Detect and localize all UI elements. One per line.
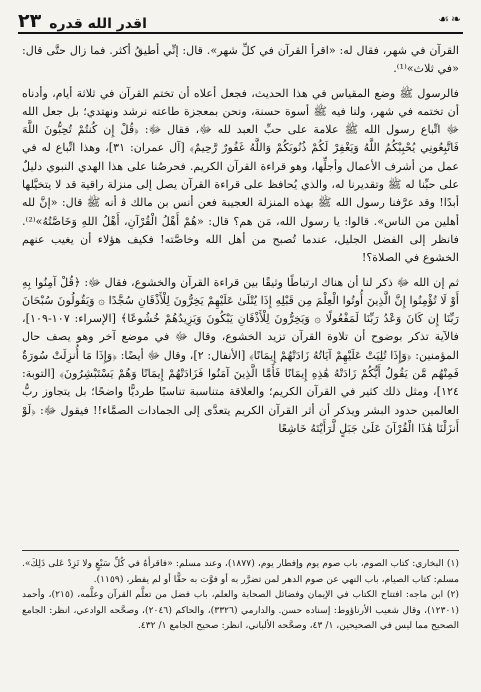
main-text bbox=[22, 42, 459, 520]
page-header bbox=[18, 6, 463, 36]
header-ornament: ☙❧ bbox=[438, 12, 463, 26]
running-title: اقدر الله قدره bbox=[49, 16, 147, 32]
footnote-2: (٢) ابن ماجه: افتتاح الكتاب في الإيمان وفضائل الصحابة والعلم، باب فضل من تعلَّم القرآن وعلَّمه، (٢١٥)، وأحمد (١٢٣٠١)، وقال شعيب الأرناؤوط: إسناده حسن. والدارمي (٣٣٢٦)، والحاكم (٢٠٤٦)، وصحَّحه الوادعي، انظر: الجامع الصحيح مما ليس في الصحيحين، ١/ ٤٣، وصحَّحه الألباني، انظر: صحيح الجامع ١/ ٤٣٢. bbox=[22, 589, 459, 631]
paragraph-3: ثم إن الله ﷻ ذكر لنا أن هناك ارتباطًا وثيقًا بين قراءة القرآن والخشوع، فقال ﷻ: ﴿قُلْ آمِنُوا بِهِ أَوْ لَا تُؤْمِنُوا إِنَّ الَّذِينَ أُوتُوا الْعِلْمَ مِن قَبْلِهِ إِذَا يُتْلَىٰ عَلَيْهِمْ يَخِرُّونَ لِلْأَذْقَانِ سُجَّدًا ۞ وَيَقُولُونَ سُبْحَانَ رَبِّنَا إِن كَانَ وَعْدُ رَبِّنَا لَمَفْعُولًا ۞ وَيَخِرُّونَ لِلْأَذْقَانِ يَبْكُونَ وَيَزِيدُهُمْ خُشُوعًا﴾ [الإسراء: ١٠٧-١٠٩]، فالآية تذكر بوضوح أن تلاوة القرآن تزيد الخشوع، وقال ﷻ في موضع آخر وهو يصف حال المؤمنين: ﴿وَإِذَا تُلِيَتْ عَلَيْهِمْ آيَاتُهُ زَادَتْهُمْ إِيمَانًا﴾ [الأنفال: ٢]، وقال ﷻ أيضًا: ﴿وَإِذَا مَا أُنزِلَتْ سُورَةٌ فَمِنْهُم مَّن يَقُولُ أَيُّكُمْ زَادَتْهُ هَٰذِهِ إِيمَانًا فَأَمَّا الَّذِينَ آمَنُوا فَزَادَتْهُمْ إِيمَانًا وَهُمْ يَسْتَبْشِرُونَ﴾ [التوبة: ١٢٤]، ومثل ذلك كثير في القرآن الكريم؛ والعلاقة متناسبة تناسبًا طرديًّا واضحًا؛ بل يتجاوز ربُّ العالمين حدود البشر ويذكر أن أثر القرآن الكريم يتعدَّى إلى الجمادات الصمَّاء!! فيقول ﷻ: ﴿لَوْ أَنزَلْنَا هَٰذَا الْقُرْآنَ عَلَىٰ جَبَلٍ لَّرَأَيْتَهُ خَاشِعًا bbox=[22, 275, 459, 435]
paragraph-2: فالرسول ﷺ وضع المقياس في هذا الحديث، فجعل أعلاه أن تختم القرآن في ثلاثة أيام، وأدناه أن تختمه في شهر، ولنا فيه ﷺ أسوة حسنة، ونحن بمعجزة طاعته نرشد ونهتدي؛ بل جعل الله ﷻ اتِّباع رسول الله ﷺ علامة على حبِّ العبد لله ﷻ، فقال ﷻ: ﴿قُلْ إِن كُنتُمْ تُحِبُّونَ اللَّهَ فَاتَّبِعُونِي يُحْبِبْكُمُ اللَّهُ وَيَغْفِرْ لَكُمْ ذُنُوبَكُمْ وَاللَّهُ غَفُورٌ رَّحِيمٌ﴾ [آل عمران: ٣١]، وهذا اتِّباع له في عمل من أشرف الأعمال وأجلِّها، وهو قراءة القرآن الكريم. فحرصُنا على هذا الهدي النبوي دليلٌ على حبِّنا له ﷺ وتقديرنا له، والذي يُحافظ على قراءة القرآن يصل إلى منزلة راقية قد لا يتخيَّلها أبدًا! وقد عرَّفنا رسول الله ﷺ بهذه المنزلة العجيبة فعن أنس بن مالك ﭬ أنه ﷺ قال: «إنَّ لله أهلين من الناس». قالوا: يا رسول الله، مَن هم؟ قال: «هُمْ أَهْلُ الْقُرْآنِ، أَهْلُ اللهِ وَخَاصَّتُهُ»⁽²⁾. فانظر إلى الفضل الجليل، عندما تُصبح من أهل الله وخاصَّته! فكيف هؤلاء أن يغيب عنهم الخشوع في الصلاة؟! bbox=[22, 86, 459, 265]
paragraph-1: القرآن في شهر، فقال له: «اقرأ القرآن في كلِّ شهر». قال: إنِّي أطيقُ أكثر. فما زال حتَّى قال: «في ثلاث»⁽¹⁾. bbox=[22, 44, 459, 76]
header-left bbox=[18, 6, 147, 32]
page-number: ٢٣ bbox=[18, 10, 42, 32]
footnote-1: (١) البخاري: كتاب الصوم، باب صوم يوم وإفطار يوم، (١٨٧٧)، وعند مسلم: «فاقرأْهُ في كُلِّ سَبْعٍ ولا تَزِدْ عَلى ذَلِكَ». مسلم: كتاب الصيام، باب النهي عن صوم الدهر لمن تضرَّر به أو فوَّت به حقًّا أو لم يفطر، (١١٥٩). bbox=[22, 558, 459, 585]
header-rule bbox=[18, 32, 463, 34]
footnote-separator bbox=[22, 550, 459, 551]
footnotes bbox=[22, 556, 459, 676]
